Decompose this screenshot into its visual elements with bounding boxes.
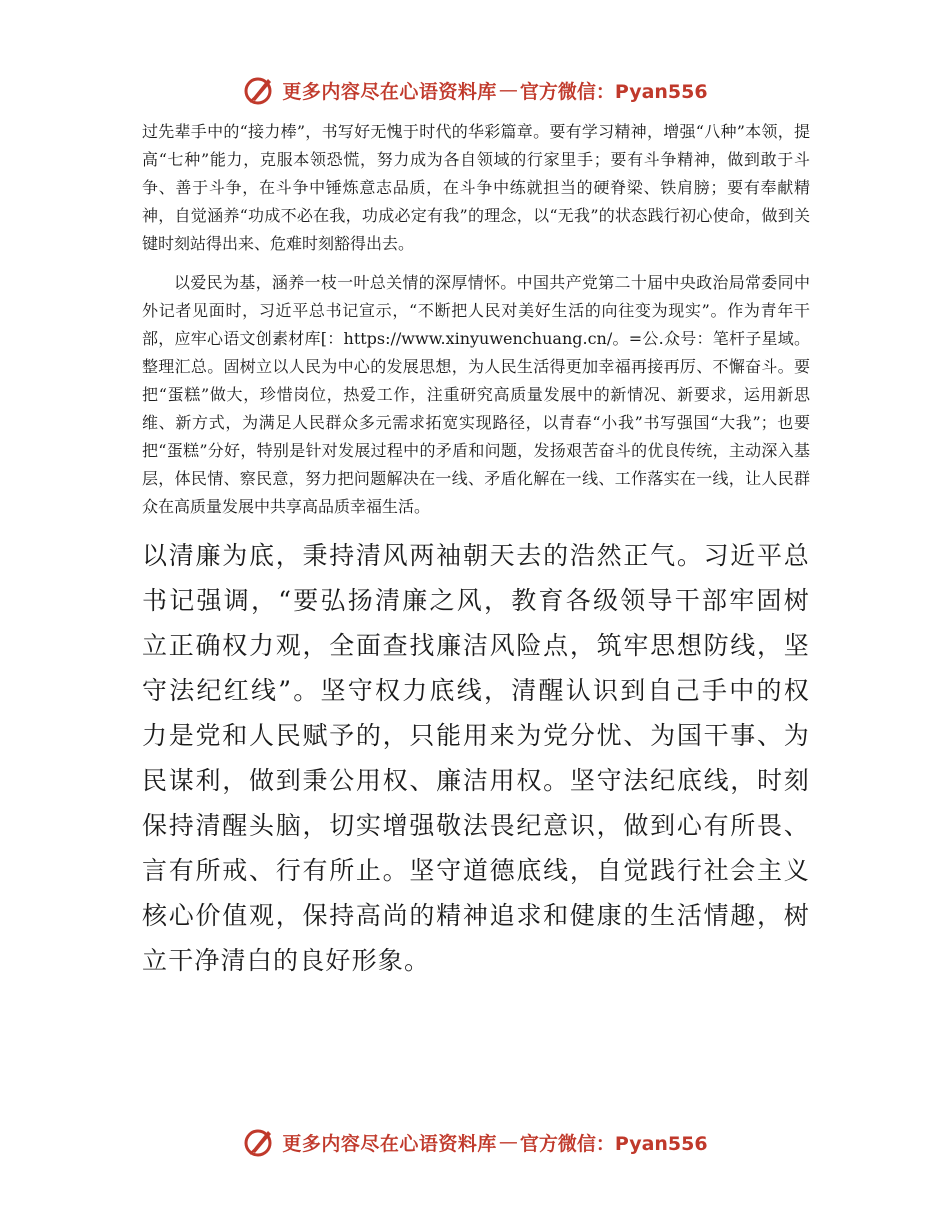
banner-main-text: 更多内容尽在心语资料库 [282, 1132, 497, 1155]
paragraph-1: 过先辈手中的“接力棒”，书写好无愧于时代的华彩篇章。要有学习精神，增强“八种”本领，提高“七种”能力，克服本领恐慌，努力成为各自领域的行家里手；要有斗争精神，做到敢于斗争、善于斗争，在斗争中锤炼意志品质，在斗争中练就担当的硬脊梁、铁肩膀；要有奉献精神，自觉涵养“功成不必在我，功成必定有我”的理念，以“无我”的状态践行初心使命，做到关键时刻站得出来、危难时刻豁得出去。 [142, 122, 810, 253]
quill-logo-icon [242, 1125, 276, 1159]
banner-main-text: 更多内容尽在心语资料库 [282, 80, 497, 103]
banner-separator: — [498, 1131, 518, 1153]
header-banner [0, 70, 950, 110]
banner-wechat-text: 官方微信：Pyan556 [519, 80, 708, 103]
footer-banner [0, 1122, 950, 1162]
banner-wechat-text: 官方微信：Pyan556 [519, 1132, 708, 1155]
paragraph-2: 以爱民为基，涵养一枝一叶总关情的深厚情怀。中国共产党第二十届中央政治局常委同中外记者见面时，习近平总书记宣示，“不断把人民对美好生活的向往变为现实”。作为青年干部，应牢心语文创素材库[：https://www.xinyuwenchuang.cn/。=公.众号：笔杆子星域。整理汇总。固树立以人民为中心的发展思想，为人民生活得更加幸福再接再厉、不懈奋斗。要把“蛋糕”做大，珍惜岗位，热爱工作，注重研究高质量发展中的新情况、新要求，运用新思维、新方式，为满足人民群众多元需求拓宽实现路径，以青春“小我”书写强国“大我”；也要把“蛋糕”分好，特别是针对发展过程中的矛盾和问题，发扬艰苦奋斗的优良传统，主动深入基层，体民情、察民意，努力把问题解决在一线、矛盾化解在一线、工作落实在一线，让人民群众在高质量发展中共享高品质幸福生活。 [142, 273, 810, 516]
quill-logo-icon [242, 73, 276, 107]
paragraph-3: 以清廉为底，秉持清风两袖朝天去的浩然正气。习近平总书记强调，“要弘扬清廉之风，教育各级领导干部牢固树立正确权力观，全面查找廉洁风险点，筑牢思想防线，坚守法纪红线”。坚守权力底线，清醒认识到自己手中的权力是党和人民赋予的，只能用来为党分忧、为国干事、为民谋利，做到秉公用权、廉洁用权。坚守法纪底线，时刻保持清醒头脑，切实增强敬法畏纪意识，做到心有所畏、言有所戒、行有所止。坚守道德底线，自觉践行社会主义核心价值观，保持高尚的精神追求和健康的生活情趣，树立干净清白的良好形象。 [142, 541, 810, 975]
document-body [142, 118, 810, 1008]
banner-separator: — [498, 79, 518, 101]
